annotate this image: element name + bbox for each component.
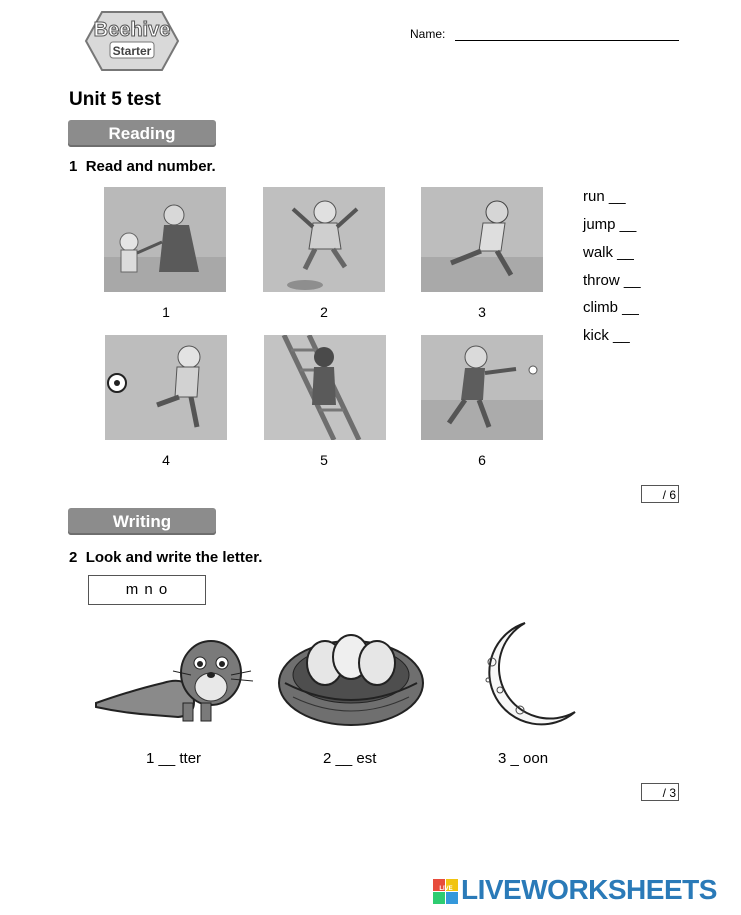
- reading-score-box: / 6: [641, 485, 679, 503]
- photo-boy-climbing-ladder: [264, 335, 386, 440]
- photo-number-6: 6: [478, 452, 486, 468]
- word-run[interactable]: run __: [583, 188, 626, 205]
- name-field-line[interactable]: [455, 40, 679, 41]
- writing-section-header: Writing: [68, 508, 216, 535]
- caption-moon[interactable]: 3 _ oon: [498, 750, 549, 767]
- caption-otter[interactable]: 1 __ tter: [146, 750, 202, 767]
- photo-number-4: 4: [162, 452, 170, 468]
- brand-badge-text: LIVE: [439, 886, 453, 892]
- photo-girl-kicking-ball: [105, 335, 227, 440]
- liveworksheets-badge-icon: [433, 875, 459, 907]
- task-2-heading: [69, 549, 262, 566]
- logo-line2: Starter: [112, 44, 152, 58]
- beehive-starter-logo: [82, 10, 182, 72]
- writing-score-box: / 3: [641, 783, 679, 801]
- letter-options-box: m n o: [88, 575, 206, 605]
- photo-number-5: 5: [320, 452, 328, 468]
- task-1-number: 1: [69, 158, 78, 175]
- name-label: Name:: [410, 27, 446, 41]
- word-kick[interactable]: kick __: [583, 327, 630, 344]
- reading-section-header: Reading: [68, 120, 216, 147]
- nest-with-eggs-icon: [275, 625, 427, 745]
- photo-girl-jumping: [263, 187, 385, 292]
- task-1-heading: [69, 158, 216, 175]
- otter-icon: [93, 625, 258, 745]
- caption-nest[interactable]: 2 __ est: [323, 750, 377, 767]
- moon-icon: [470, 620, 580, 740]
- word-climb[interactable]: climb __: [583, 299, 639, 316]
- liveworksheets-wordmark[interactable]: LIVEWORKSHEETS: [461, 874, 717, 905]
- logo-line1: Beehive: [93, 19, 171, 41]
- word-walk[interactable]: walk __: [583, 244, 634, 261]
- photo-number-2: 2: [320, 304, 328, 320]
- photo-number-3: 3: [478, 304, 486, 320]
- task-2-text: Look and write the letter.: [85, 549, 263, 566]
- task-2-number: 2: [69, 549, 78, 566]
- page-title: Unit 5 test: [69, 89, 161, 110]
- photo-girl-running: [421, 187, 543, 292]
- photo-adult-holding-toddler-hands: [104, 187, 226, 292]
- word-throw[interactable]: throw __: [583, 272, 641, 289]
- photo-boy-throwing-ball: [421, 335, 543, 440]
- word-jump[interactable]: jump __: [583, 216, 637, 233]
- task-1-text: Read and number.: [85, 158, 216, 175]
- photo-number-1: 1: [162, 304, 170, 320]
